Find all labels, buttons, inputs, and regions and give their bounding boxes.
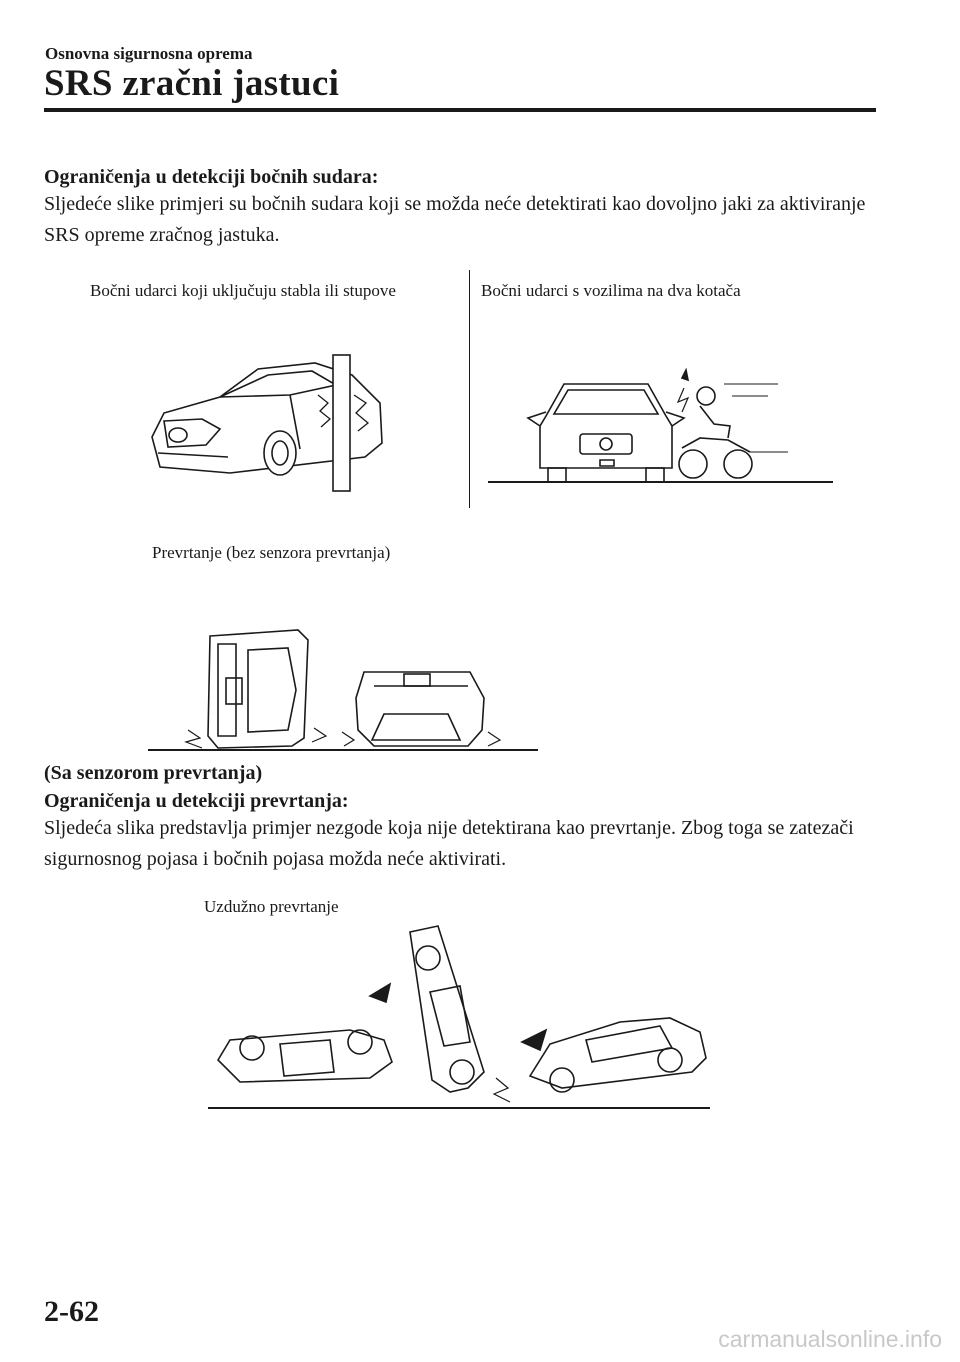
watermark: carmanualsonline.info: [718, 1326, 942, 1352]
side-impact-text: Sljedeće slike primjeri su bočnih sudara koji se možda neće detektirati kao dovoljno jaki za aktiviranje SRS opreme zračnog jastuka.: [44, 193, 866, 246]
caption-longitudinal-rollover: Uzdužno prevrtanje: [204, 897, 339, 916]
title-rule: [44, 108, 876, 112]
pole-impact-illustration: [140, 345, 390, 495]
figure-divider: [469, 270, 470, 508]
rollover-sensor-subheading: (Sa senzorom prevrtanja): [44, 762, 263, 784]
side-impact-heading: Ograničenja u detekciji bočnih sudara:: [44, 166, 379, 188]
caption-pole-impact: Bočni udarci koji uključuju stabla ili stupove: [90, 281, 396, 300]
page-number: 2-62: [44, 1295, 99, 1328]
rollover-illustration: [148, 620, 538, 755]
longitudinal-rollover-illustration: [200, 912, 715, 1112]
motorcycle-impact-illustration: [488, 368, 833, 488]
rollover-heading: Ograničenja u detekciji prevrtanja:: [44, 790, 349, 812]
caption-rollover-no-sensor: Prevrtanje (bez senzora prevrtanja): [152, 543, 391, 562]
section-label: Osnovna sigurnosna oprema: [45, 44, 253, 63]
rollover-text: Sljedeća slika predstavlja primjer nezgode koja nije detektirana kao prevrtanje. Zbog toga se zatezači sigurnosnog pojasa i bočnih pojasa možda neće aktivirati.: [44, 817, 854, 870]
page-title: SRS zračni jastuci: [44, 63, 340, 104]
caption-motorcycle-impact: Bočni udarci s vozilima na dva kotača: [481, 281, 741, 300]
